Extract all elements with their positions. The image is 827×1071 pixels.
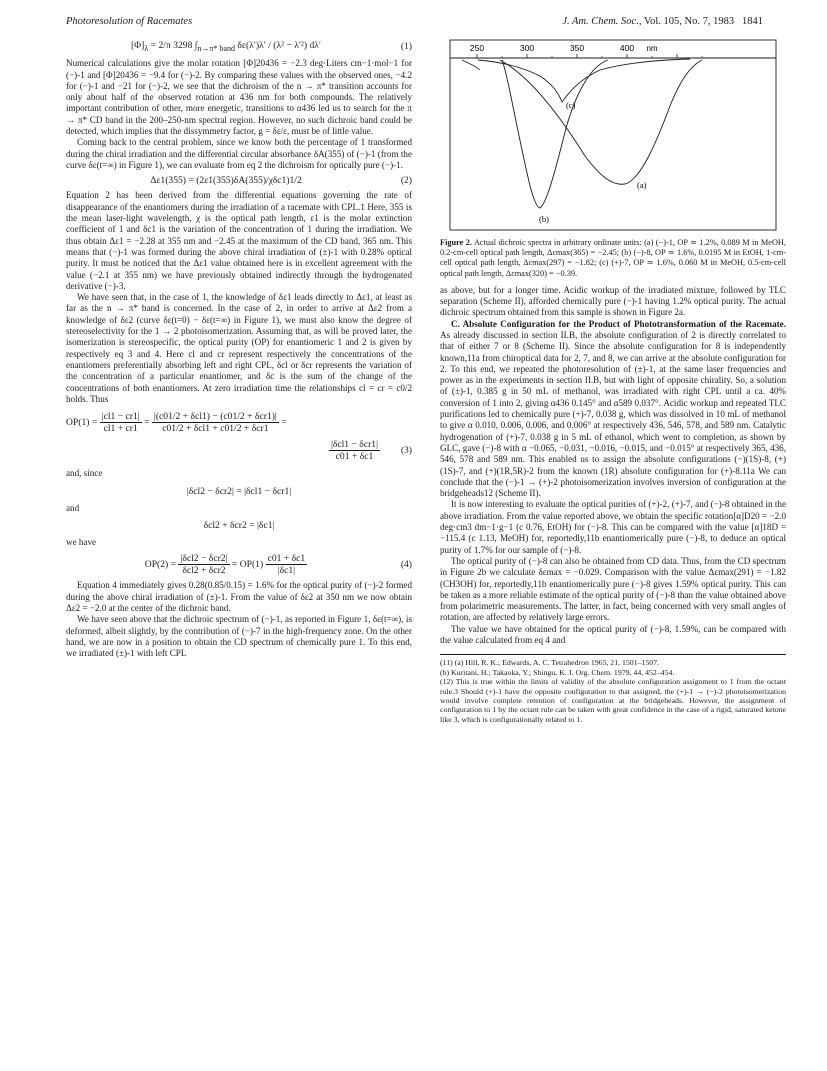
paragraph: Equation 2 has been derived from the differential equations governing the rate of disappearance of the enantiomers during the irradiation of a racemate with CPL.1 Here, 355 is the mean laser-light wavelength, χ is the optical path length, ε1 is the molar extinction coefficient of 1 and δc1 is the variation of the concentration of 1 during the irradiation. We thus obtain Δε1 = −2.28 at 355 nm and −2.45 at the maximum of the CD band, 365 nm. This means that (−)-1 was formed during the above chiral irradiation of (±)-1 with 0.28% optical purity. It must be noticed that the Δε1 value obtained here is in excellent agreement with the value (−2.1 at 355 nm) we have previously obtained indirectly through the hydrogenated derivative (−)-3. — [66, 190, 412, 291]
eq3-number: (3) — [400, 444, 412, 456]
figure-caption-text: Actual dichroic spectra in arbitrary ordinate units: (a) (−)-1, OP ≃ 1.2%, 0.089 M in MeOH, 0.2-cm-cell optical path length, Δεmax(365) = −2.45; (b) (−)-8, OP ≃ 1.6%, 0.0195 M in EtOH, 1-cm-cell optical path length, Δεmax(297) = −1.82; (c) (+)-7, OP ≃ 1.6%, 0.060 M in MeOH, 0.5-cm-cell optical path length, Δεmax(320) = −0.39. — [440, 238, 786, 278]
page-number: 1841 — [742, 16, 763, 27]
eq3-frac2-den: c01/2 + δcl1 + c01/2 + δcr1 — [162, 423, 269, 435]
eq3-frac2 — [152, 411, 279, 435]
eq4-frac1 — [178, 553, 229, 577]
eq3-frac3-den: c01 + δc1 — [335, 451, 374, 462]
paragraph: We have seen that, in the case of 1, the knowledge of δε1 leads directly to Δε1, at least as far as the n → π* band is concerned. In the case of 2, in order to arrive at Δε2 from a knowledge of δε2 (curve δε(t=0) − δε(t=∞) in Figure 1), we must also know the degree of stereoselectivity for the 1 → 2 photoisomerization. Assuming that, as will be proved later, the isomerization is stereospecific, the optical purity (OP) for enantiomeric 1 and 2 is given by respectively eq 3 and 4. Here cl and cr represent respectively the concentrations of the enantiomers preferentially absorbing left and right CPL, δcl or δcr represents the variation of the concentration of a particular enantiomer, and δc is the sum of the change of the concentrations of both enantiomers. At zero irradiation time the relationships cl = cr = c0/2 holds. Thus — [66, 292, 412, 404]
reference-11b: (b) Kuritani, H.; Takaoka, Y.; Shingu, K. J. Org. Chem. 1979, 44, 452–454. — [440, 667, 675, 677]
eq2-body: Δε1(355) = (2ε1(355)δA(355)/χδc1)1/2 — [150, 175, 302, 187]
figure-caption — [440, 238, 786, 279]
paragraph: The value we have obtained for the optical purity of (−)-8, 1.59%, can be compared with the value calculated from eq 4 and — [440, 623, 786, 646]
journal-volume: Vol. 105, No. 7, 1983 — [643, 16, 735, 27]
equation-3b — [66, 439, 412, 463]
eq4-frac1-den: δcl2 + δcr2 — [182, 565, 226, 577]
eq2-number: (2) — [400, 175, 412, 187]
eq3-frac1-den: cl1 + cr1 — [103, 423, 138, 435]
curve-shoulder — [462, 60, 480, 70]
running-header-journal: J. Am. Chem. Soc., Vol. 105, No. 7, 1983 1841 — [562, 16, 763, 27]
figure-caption-label: Figure 2. — [440, 238, 472, 247]
eq4-lhs: OP(2) = — [144, 558, 177, 570]
tick-label-350: 350 — [569, 43, 585, 53]
journal-name: J. Am. Chem. Soc. — [562, 16, 639, 27]
eq1-sub: λ — [144, 43, 149, 53]
section-heading: C. Absolute Configuration for the Product of Phototransformation of the Racemate. — [451, 318, 786, 329]
paragraph: It is now interesting to evaluate the optical purities of (+)-2, (+)-7, and (−)-8 obtained in the above irradiation. From the value reported above, we obtain the specific rotation[α]D20 = −2.0 deg·cm3 dm−1·g−1 (c 0.76, EtOH) for (−)-8. This can be compared with the value [α]18D = −115.4 (c 1.13, MeOH) for, reportedly,11b enantiomerically pure (−)-8, to deduce an optical purity of 1.7% for our sample of (−)-8. — [440, 499, 786, 555]
relation-1: |δcl2 − δcr2| = |δcl1 − δcr1| — [186, 485, 292, 497]
eq3-frac1 — [100, 411, 142, 435]
eq4-mid: = OP(1) — [231, 558, 264, 570]
tick-label-unit: nm — [646, 44, 658, 53]
running-header-title: Photoresolution of Racemates — [66, 16, 193, 27]
paragraph: Equation 4 immediately gives 0.28(0.85/0.15) = 1.6% for the optical purity of (−)-2 formed during the above chiral irradiation of (±)-1. From the value of δε2 at 350 nm we now obtain Δε2 = −2.0 at the center of the dichroic band. — [66, 580, 412, 613]
eq4-frac2-num: c01 + δc1 — [267, 552, 306, 564]
and-label: and — [66, 502, 80, 513]
eq4-frac2-den: |δc1| — [277, 565, 296, 577]
eq1-lhs: [Φ] — [130, 40, 145, 51]
paragraph: as above, but for a longer time. Acidic workup of the irradiated mixture, followed by TLC separation (Scheme II), afforded chemically pure (−)-1 having 1.2% optical purity. The actual dichroic spectrum obtained from this sample is shown in Figure 2a. — [440, 284, 786, 318]
tick-label-250: 250 — [469, 43, 485, 53]
section-text: As already discussed in section II.B, the absolute configuration of 2 is directly correlated to that of either 7 or 8 (Scheme II). Since the absolute configuration for 8 is independently known,11a from chiroptical data for 2, 7, and 8, we can arrive at the absolute configuration for 2. To this end, we repeated the photoresolution of (±)-1, at the same laser frequencies and power as in the experiments in section II.B, but with light of opposite chirality. So, a solution of (±)-1, 0.385 g in 50 mL of methanol, was irradiated with right CPL until a ca. 40% conversion of 1 into 2, giving α436 0.145° and α589 0.037°. Acidic workup and repeated TLC purifications led to chemically pure (+)-7, 0.038 g, which was dissolved in 10 mL of methanol to give α 0.010, 0.006, 0.006, and 0.006° at respectively 436, 546, 578, and 589 nm. Catalytic hydrogenation of (+)-7, 0.038 g in 5 mL of ethanol, which went to completion, as shown by GLC, gave (−)-8 with α −0.065, −0.031, −0.016, −0.015, and −0.015° at respectively 365, 436, 546, 578 and 589 nm. This enabled us to assign the absolute configurations (−)(1S)-8, (+)(1S)-7, and (+)(1R,5R)-2 from the known (1R) absolute configuration for (+)-8.11a We can conclude that the (−)-1 → (+)-2 photoisomerization involves inversion of configuration at the bridgeheads12 (Scheme II). — [440, 330, 786, 499]
relation-2: δcl2 + δcr2 = |δc1| — [203, 520, 275, 532]
left-column — [66, 36, 412, 659]
eq3-frac1-num: |cl1 − cr1| — [101, 411, 140, 423]
references — [440, 654, 786, 724]
plot-frame — [450, 40, 776, 230]
curve-c — [478, 59, 690, 102]
we-have-label: we have — [66, 537, 97, 548]
eq3-lhs: OP(1) = — [66, 417, 98, 429]
equation-3: OP(1) = $\frac{|cl1 - cr1|}{cl1 + cr1}$ = $\frac{\text{|(c01/2 + δcl1) − (c01/2 + δcr1)|}}{\text{c01/2 + δcl1 + c01/2 + δcr1}}$ = — [66, 411, 287, 435]
eq4-frac1-num: |δcl2 − δcr2| — [180, 552, 228, 564]
eq1-integrand: δε(λ′)λ′ / (λ² − λ′²) dλ′ — [237, 40, 322, 51]
equation-2 — [66, 175, 412, 186]
tick-label-400: 400 — [619, 43, 635, 53]
paragraph: We have seen above that the dichroic spectrum of (−)-1, as reported in Figure 1, δε(t=∞), is deformed, albeit slightly, by the contribution of (−)-7 in the high-frequency zone. On the other hand, we are now in a position to obtain the CD spectrum of chemically pure 1. To this end, we irradiated (±)-1 with left CPL — [66, 614, 412, 659]
right-column — [440, 36, 786, 724]
eq1-number: (1) — [400, 41, 412, 53]
eq4-number: (4) — [400, 558, 412, 570]
eq3-frac3 — [329, 439, 380, 463]
tick-label-300: 300 — [519, 43, 535, 53]
figure-2 — [440, 36, 786, 234]
eq4-frac2 — [266, 553, 308, 577]
paragraph-section — [440, 319, 786, 500]
curve-label-a: (a) — [637, 180, 647, 190]
x-ticks — [477, 54, 702, 58]
curve-label-c: (c) — [566, 100, 576, 110]
eq1-int-sub: n→π* band — [197, 43, 235, 53]
eq1-coef: = 2/π 3298 ∫ — [150, 40, 198, 51]
eq3-frac2-num: |(c01/2 + δcl1) − (c01/2 + δcr1)| — [153, 411, 277, 423]
reference-12: (12) This is true within the limits of validity of the absolute configuration assignment to 1 from the octant rule.3 Should (+)-1 have the opposite configuration to that assigned, the (+)-1 → (−)-2 photoisomerization would involve complete retention of configuration at the bridgeheads. However, the assignment of configuration to 1 by the octant rule can be taken with great confidence in the case of a rigid, saturated ketone like 3, which is configurationally related to 1. — [440, 677, 786, 724]
curve-label-b: (b) — [539, 214, 549, 224]
cd-spectra-plot — [440, 36, 786, 234]
equation-1 — [66, 40, 412, 54]
equation-4 — [66, 553, 412, 577]
eq3-frac3-num: |δcl1 − δcr1| — [330, 438, 378, 450]
reference-11a: (11) (a) Hill, R. K.; Edwards, A. C. Tetrahedron 1965, 21, 1501–1507. — [440, 658, 660, 668]
paragraph: Coming back to the central problem, since we know both the percentage of 1 transformed during the chiral irradiation and the differential circular absorbance δA(355) of (−)-1 (from the curve δε(t=∞) in Figure 1), we can evaluate from eq 2 the dichroism for optically pure (−)-1. — [66, 137, 412, 170]
curve-a — [500, 60, 702, 184]
paragraph: The optical purity of (−)-8 can also be obtained from CD data. Thus, from the CD spectrum in Figure 2b we calculate δεmax = −0.029. Comparison with the value Δεmax(291) = −1.82 (CH3OH) for, reportedly,11b enantiomerically pure (−)-8 gives 1.59% optical purity. This can be taken as a more reliable estimate of the optical purity of (−)-8 than the value obtained above from polarimetric measurements. The latter, in fact, being concerned with very small angles of rotation, are affected by relatively large errors. — [440, 555, 786, 623]
curve-b — [502, 60, 608, 208]
paragraph: Numerical calculations give the molar rotation [Φ]20436 = −2.3 deg·Liters cm−1·mol−1 for (−)-1 and [Φ]20436 = −9.4 for (−)-2. By comparing these values with the observed ones, −4.2 for (−)-1 and −21 for (−)-2, we see that the dichroism of the n → π* transition accounts for only about half of the observed rotation at 436 nm for both compounds. The relatively important contribution of other, more energetic, transitions to α436 led us to search for the π → π* CD band in the 200–250-nm spectral region. However, no such dichroic band could be detected, which implies that the dissymmetry factor, g = δε/ε, must be of little value. — [66, 58, 412, 136]
and-since-label: and, since — [66, 468, 103, 479]
